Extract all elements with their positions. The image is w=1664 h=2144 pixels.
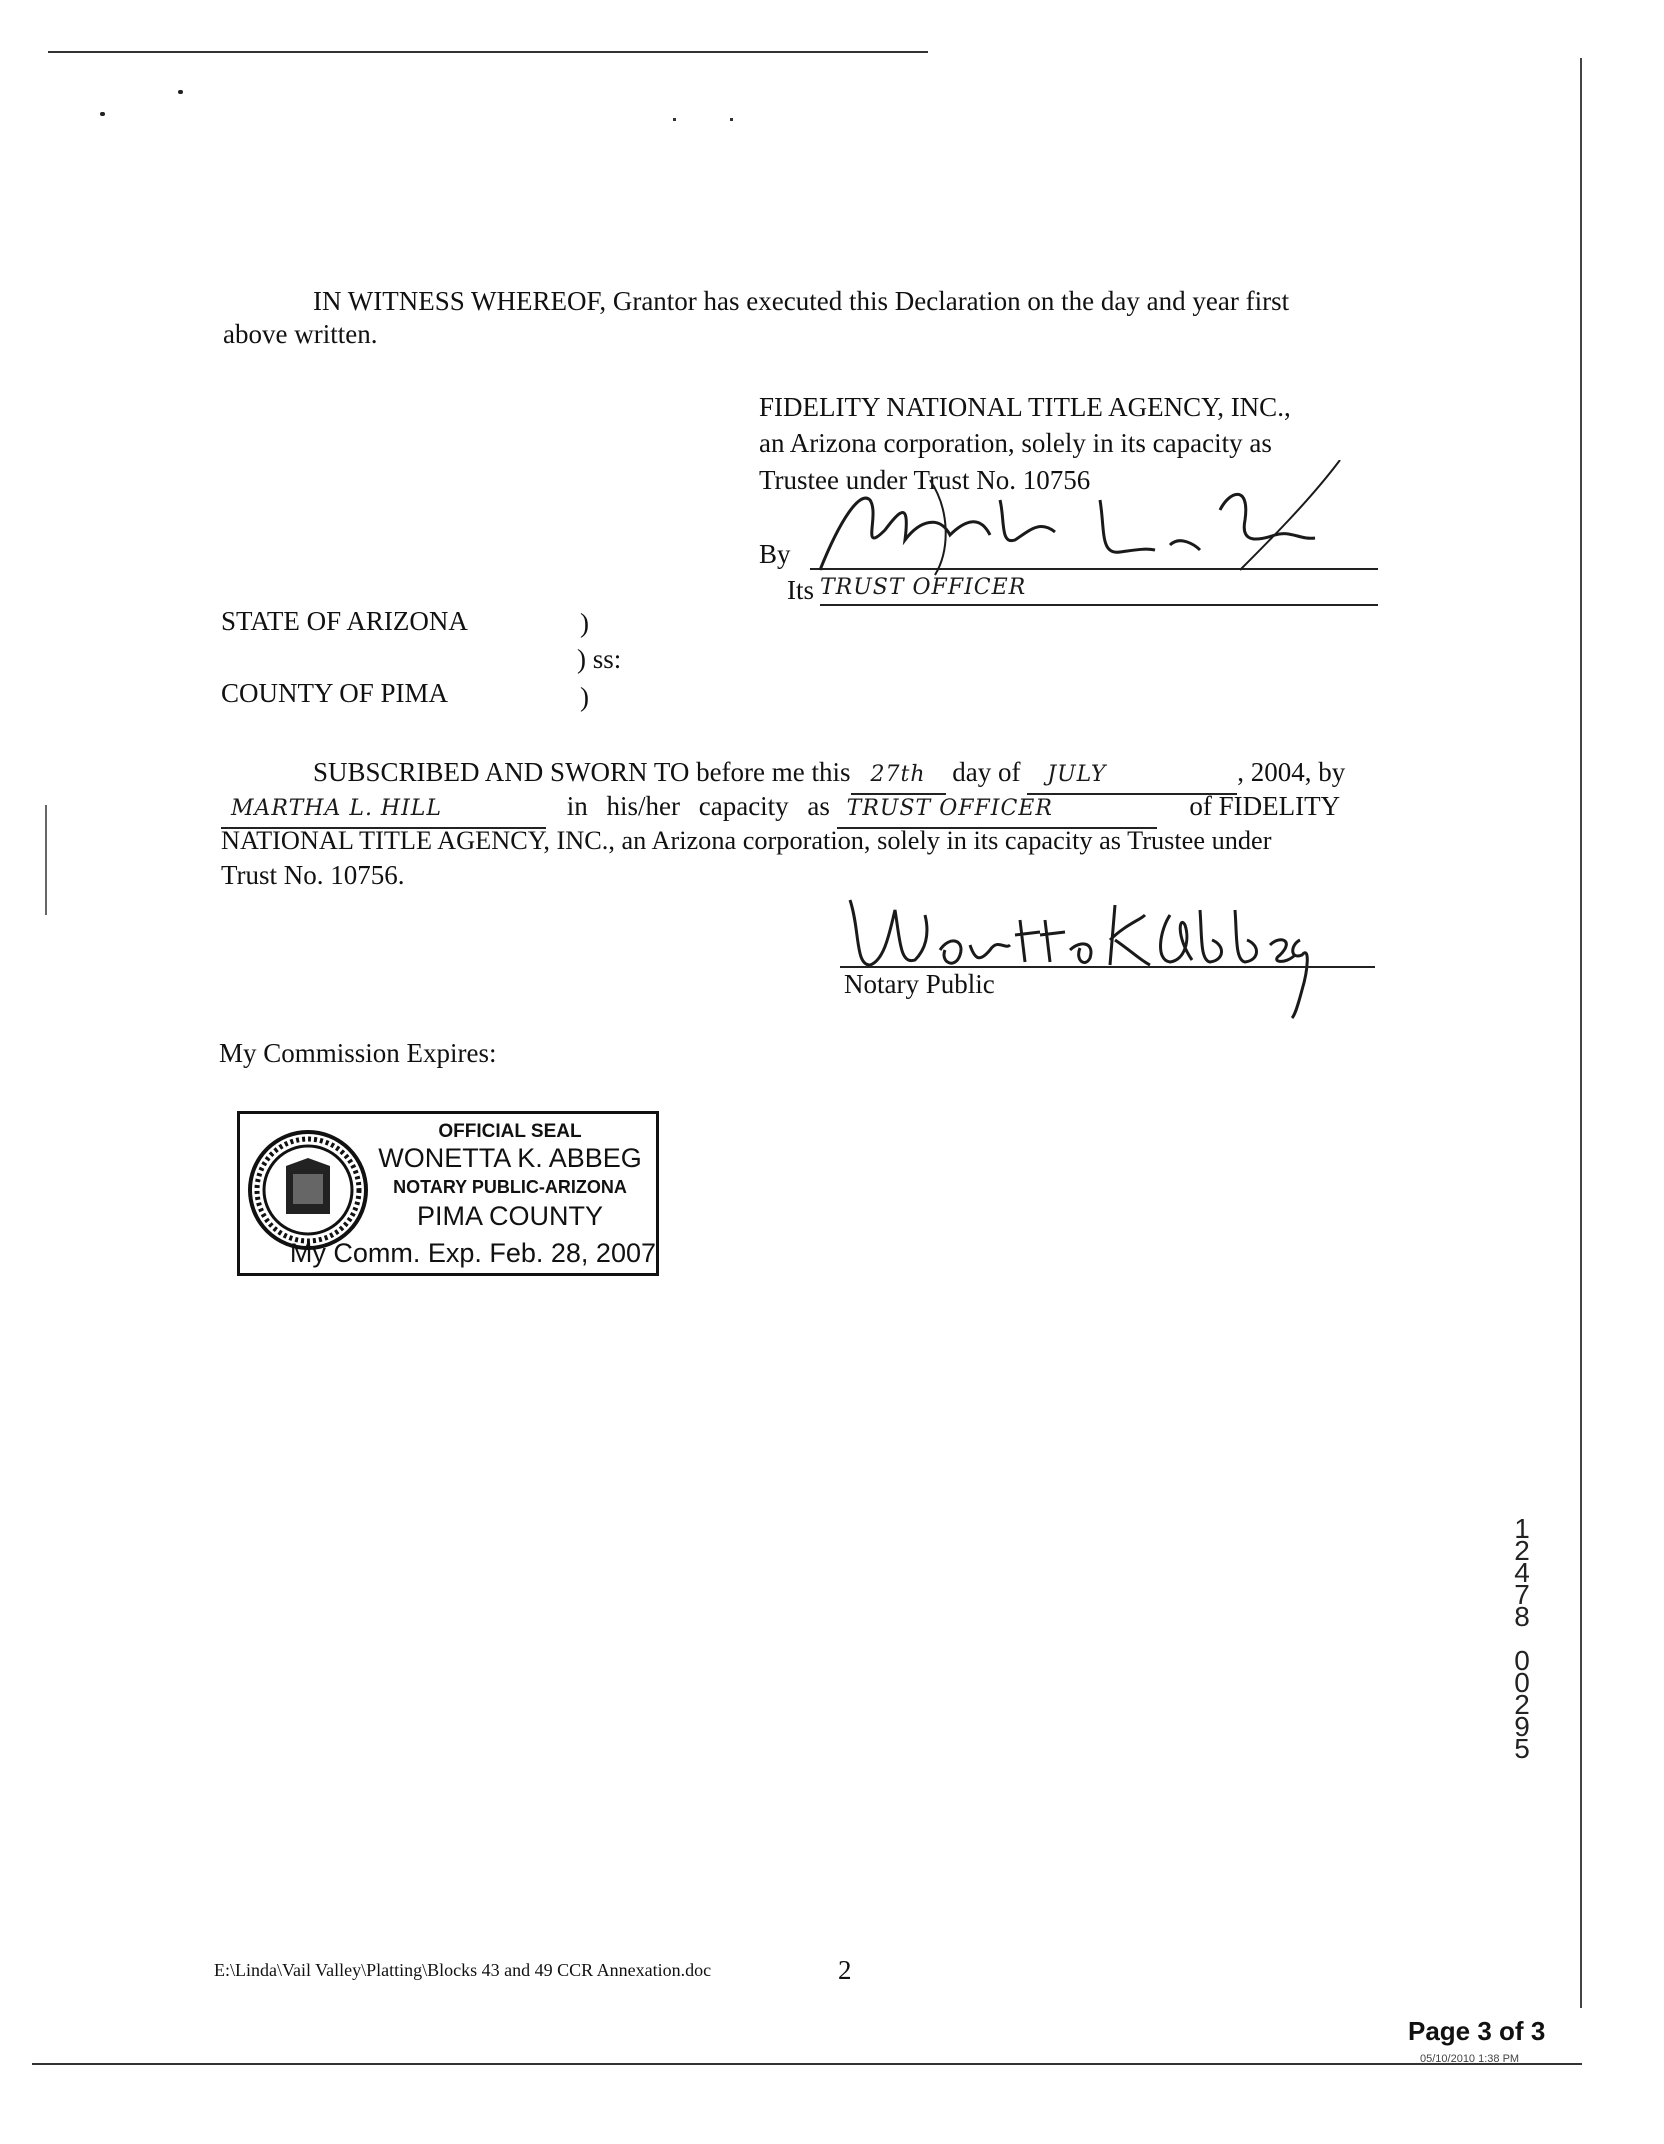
speck-1 <box>100 112 105 116</box>
venue-county: COUNTY OF PIMA <box>221 678 449 708</box>
seal-line-3: NOTARY PUBLIC-ARIZONA <box>393 1177 627 1197</box>
recording-digit: 0 <box>1514 1645 1530 1676</box>
official-seal-stamp <box>237 1111 659 1276</box>
recording-digit: 4 <box>1514 1557 1530 1588</box>
notary-name-handwritten: MARTHA L. HILL <box>231 796 443 821</box>
trustee-signature <box>800 460 1360 580</box>
seal-line-2: WONETTA K. ABBEG <box>378 1143 642 1173</box>
recording-number <box>1508 1513 1536 1764</box>
recording-digit: 5 <box>1514 1733 1530 1764</box>
notary-clause-line-4: Trust No. 10756. <box>221 860 405 890</box>
notary-month-handwritten: JULY <box>1047 762 1107 787</box>
top-rule <box>48 51 928 53</box>
witness-line-1: IN WITNESS WHEREOF, Grantor has executed this Declaration on the day and year first <box>313 286 1290 316</box>
bottom-rule <box>32 2063 1582 2065</box>
speck-4 <box>730 118 733 121</box>
commission-expires-label: My Commission Expires: <box>219 1038 497 1068</box>
seal-line-5: My Comm. Exp. Feb. 28, 2007 <box>289 1238 656 1268</box>
footer-file-path: E:\Linda\Vail Valley\Platting\Blocks 43 and 49 CCR Annexation.doc <box>214 1960 712 1980</box>
notary-clause-text-b: day of <box>952 757 1021 787</box>
page-indicator: Page 3 of 3 <box>1408 2016 1546 2046</box>
recording-digit: 9 <box>1514 1711 1530 1742</box>
witness-line-2: above written. <box>223 319 378 349</box>
venue-paren-open: ) <box>580 608 589 638</box>
recording-digit: 2 <box>1514 1535 1530 1566</box>
notary-day-handwritten: 27th <box>870 762 926 787</box>
left-scan-mark <box>45 805 47 915</box>
its-signature-line <box>820 604 1378 606</box>
notary-clause-text-e: of FIDELITY <box>1189 791 1341 821</box>
notary-clause-text-d: in his/her capacity as <box>566 791 830 821</box>
seal-line-1: OFFICIAL SEAL <box>438 1121 582 1142</box>
trustee-line-1: FIDELITY NATIONAL TITLE AGENCY, INC., <box>759 392 1291 422</box>
arizona-state-seal-icon <box>246 1128 370 1252</box>
by-label: By <box>759 539 791 569</box>
venue-ss: ) ss: <box>577 644 622 674</box>
recording-digit: 2 <box>1514 1689 1530 1720</box>
seal-line-4: PIMA COUNTY <box>416 1201 604 1231</box>
notary-public-label: Notary Public <box>844 969 995 999</box>
footer-page-number: 2 <box>838 1955 852 1985</box>
notary-clause-text-c: , 2004, by <box>1237 757 1346 787</box>
notary-capacity-handwritten: TRUST OFFICER <box>846 796 1053 821</box>
venue-paren-close: ) <box>580 682 589 712</box>
its-handwritten-title: TRUST OFFICER <box>820 575 1027 600</box>
trustee-line-2: an Arizona corporation, solely in its capacity as <box>759 428 1272 458</box>
notary-clause-line-3: NATIONAL TITLE AGENCY, INC., an Arizona corporation, solely in its capacity as Trustee under <box>221 826 1272 855</box>
recording-digit: 8 <box>1514 1601 1530 1632</box>
right-scan-edge <box>1580 58 1582 2008</box>
recording-digit: 1 <box>1514 1513 1530 1544</box>
print-stamp: 05/10/2010 1:38 PM <box>1420 2053 1520 2065</box>
recording-digit: 7 <box>1514 1579 1530 1610</box>
speck-3 <box>673 118 676 121</box>
speck-2 <box>178 90 183 94</box>
venue-state: STATE OF ARIZONA <box>221 606 468 636</box>
notary-clause-text-a: SUBSCRIBED AND SWORN TO before me this <box>313 757 851 787</box>
recording-digit: 0 <box>1514 1667 1530 1698</box>
trustee-line-3: Trustee under Trust No. 10756 <box>759 465 1091 495</box>
its-label: Its <box>787 575 814 605</box>
